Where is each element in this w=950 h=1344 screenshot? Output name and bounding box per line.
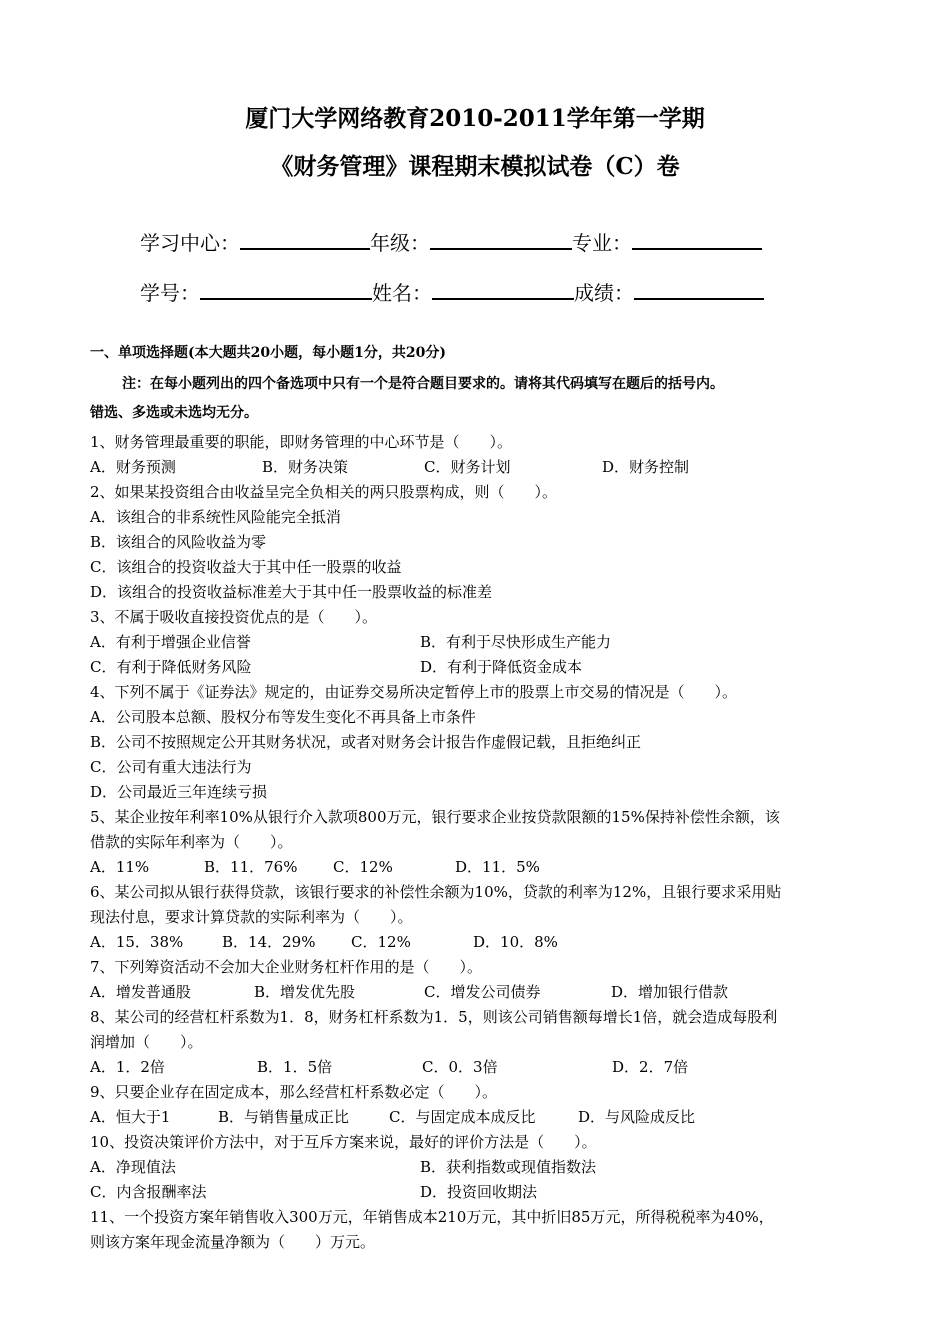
- question-8-stem-line2: 润增加（ ）。: [90, 1033, 203, 1051]
- question-7-stem: 7、下列筹资活动不会加大企业财务杠杆作用的是（ ）。: [90, 958, 483, 976]
- grade-blank[interactable]: [430, 226, 572, 250]
- question-6-stem-line1: 6、某公司拟从银行获得贷款，该银行要求的补偿性余额为10%，贷款的利率为12%，且银行要求采用贴: [90, 883, 782, 901]
- question-2-stem: 2、如果某投资组合由收益呈完全负相关的两只股票构成，则（ ）。: [90, 483, 558, 501]
- q4-option-c: C．公司有重大违法行为: [90, 758, 252, 776]
- exam-title-line1: 厦门大学网络教育2010-2011学年第一学期: [245, 105, 705, 132]
- section-note-line2: 错选、多选或未选均无分。: [90, 405, 258, 421]
- q8-option-c: C．0．3倍: [422, 1058, 498, 1076]
- exam-title-line2: 《财务管理》课程期末模拟试卷（C）卷: [270, 153, 680, 180]
- q6-option-b: B．14．29%: [222, 933, 316, 951]
- q7-option-a: A．增发普通股: [90, 983, 191, 1001]
- q1-option-a: A．财务预测: [90, 458, 176, 476]
- q10-option-a: A．净现值法: [90, 1158, 176, 1176]
- question-10-stem: 10、投资决策评价方法中，对于互斥方案来说，最好的评价方法是（ ）。: [90, 1133, 597, 1151]
- q9-option-b: B．与销售量成正比: [218, 1108, 350, 1126]
- q10-option-b: B．获利指数或现值指数法: [420, 1158, 597, 1176]
- q1-option-c: C．财务计划: [424, 458, 511, 476]
- q2-option-d: D．该组合的投资收益标准差大于其中任一股票收益的标准差: [90, 583, 493, 601]
- q3-option-d: D．有利于降低资金成本: [420, 658, 583, 676]
- q5-option-d: D．11．5%: [455, 858, 540, 876]
- section-heading: 一、单项选择题(本大题共20小题，每小题1分，共20分): [90, 345, 446, 361]
- question-6-stem-line2: 现法付息，要求计算贷款的实际利率为（ ）。: [90, 908, 413, 926]
- q6-option-d: D．10．8%: [473, 933, 558, 951]
- student-info-row-2: [140, 276, 764, 306]
- question-11-stem-line2: 则该方案年现金流量净额为（ ）万元。: [90, 1233, 376, 1251]
- q10-option-d: D．投资回收期法: [420, 1183, 538, 1201]
- q6-option-c: C．12%: [351, 933, 411, 951]
- major-blank[interactable]: [632, 226, 762, 250]
- section-note-line1: 注：在每小题列出的四个备选项中只有一个是符合题目要求的。请将其代码填写在题后的括号内。: [122, 376, 724, 392]
- question-5-stem-line2: 借款的实际年利率为（ ）。: [90, 833, 293, 851]
- score-blank[interactable]: [634, 276, 764, 300]
- q8-option-b: B．1．5倍: [257, 1058, 333, 1076]
- name-blank[interactable]: [432, 276, 574, 300]
- question-9-stem: 9、只要企业存在固定成本，那么经营杠杆系数必定（ ）。: [90, 1083, 498, 1101]
- q5-option-c: C．12%: [333, 858, 393, 876]
- q4-option-d: D．公司最近三年连续亏损: [90, 783, 268, 801]
- q7-option-d: D．增加银行借款: [611, 983, 729, 1001]
- q2-option-b: B．该组合的风险收益为零: [90, 533, 267, 551]
- question-4-stem: 4、下列不属于《证券法》规定的，由证券交易所决定暂停上市的股票上市交易的情况是（ ）。: [90, 683, 738, 701]
- q9-option-c: C．与固定成本成反比: [389, 1108, 536, 1126]
- question-11-stem-line1: 11、一个投资方案年销售收入300万元，年销售成本210万元，其中折旧85万元，所得税税率为40%，: [90, 1208, 774, 1226]
- learning-center-label: 学习中心：: [140, 231, 240, 255]
- q2-option-a: A．该组合的非系统性风险能完全抵消: [90, 508, 341, 526]
- student-id-blank[interactable]: [200, 276, 372, 300]
- q5-option-b: B．11．76%: [204, 858, 298, 876]
- question-8-stem-line1: 8、某公司的经营杠杆系数为1．8，财务杠杆系数为1．5，则该公司销售额每增长1倍，就会造成每股利: [90, 1008, 778, 1026]
- q9-option-a: A．恒大于1: [90, 1108, 171, 1126]
- q10-option-c: C．内含报酬率法: [90, 1183, 207, 1201]
- question-5-stem-line1: 5、某企业按年利率10%从银行介入款项800万元，银行要求企业按贷款限额的15%保持补偿性余额，该: [90, 808, 780, 826]
- q8-option-d: D．2．7倍: [612, 1058, 689, 1076]
- question-1-stem: 1、财务管理最重要的职能，即财务管理的中心环节是（ ）。: [90, 433, 513, 451]
- q2-option-c: C．该组合的投资收益大于其中任一股票的收益: [90, 558, 402, 576]
- q1-option-d: D．财务控制: [602, 458, 690, 476]
- q3-option-c: C．有利于降低财务风险: [90, 658, 252, 676]
- q3-option-a: A．有利于增强企业信誉: [90, 633, 251, 651]
- score-label: 成绩：: [574, 281, 634, 305]
- learning-center-blank[interactable]: [240, 226, 370, 250]
- q9-option-d: D．与风险成反比: [578, 1108, 696, 1126]
- student-id-label: 学号：: [140, 281, 200, 305]
- q4-option-a: A．公司股本总额、股权分布等发生变化不再具备上市条件: [90, 708, 476, 726]
- major-label: 专业：: [572, 231, 632, 255]
- q1-option-b: B．财务决策: [262, 458, 349, 476]
- grade-label: 年级：: [370, 231, 430, 255]
- student-info-row-1: [140, 226, 762, 256]
- question-3-stem: 3、不属于吸收直接投资优点的是（ ）。: [90, 608, 378, 626]
- q7-option-b: B．增发优先股: [254, 983, 356, 1001]
- q3-option-b: B．有利于尽快形成生产能力: [420, 633, 612, 651]
- q4-option-b: B．公司不按照规定公开其财务状况，或者对财务会计报告作虚假记载，且拒绝纠正: [90, 733, 642, 751]
- name-label: 姓名：: [372, 281, 432, 305]
- q5-option-a: A．11%: [90, 858, 150, 876]
- q7-option-c: C．增发公司债券: [424, 983, 541, 1001]
- q6-option-a: A．15．38%: [90, 933, 184, 951]
- q8-option-a: A．1．2倍: [90, 1058, 165, 1076]
